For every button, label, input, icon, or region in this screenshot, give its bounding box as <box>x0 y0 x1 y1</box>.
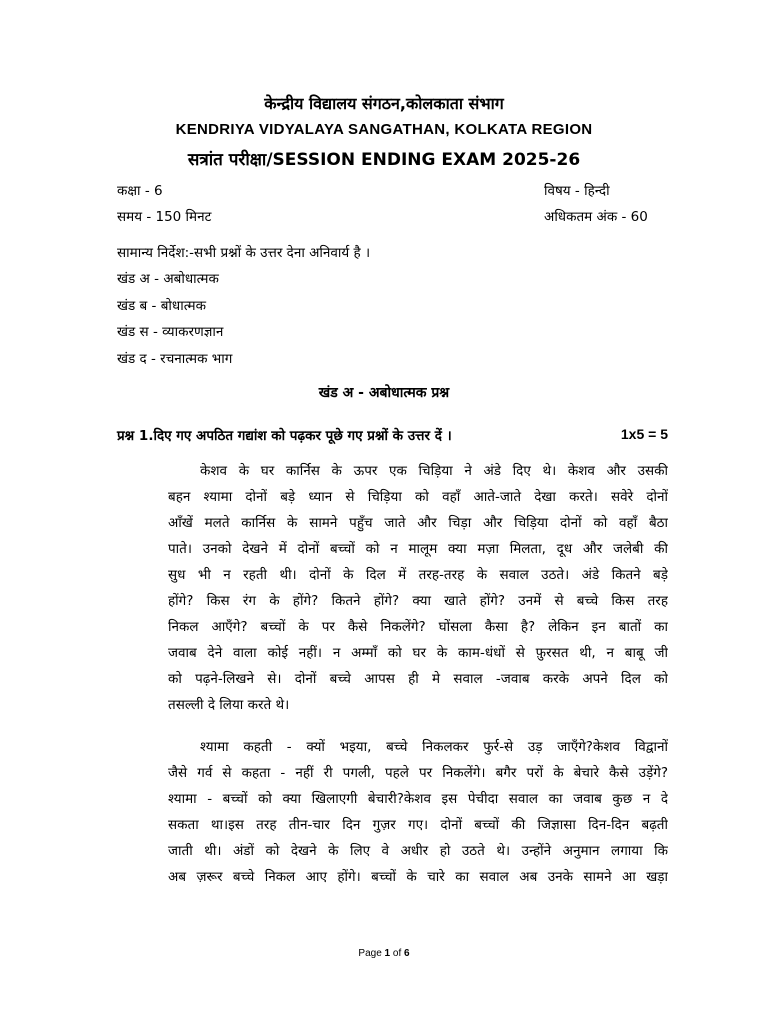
passage-line: सकता था।इस तरह तीन-चार दिन गुज़र गए। दोनों बच्चों की जिज्ञासा दिन-दिन बढ़ती <box>168 817 668 833</box>
meta-row-time-marks <box>117 207 665 229</box>
passage-line: जैसे गर्व से कहता - नहीं री पगली, पहले पर निकलेंगे। बगैर परों के बेचारे कैसे उड़ेंगे? <box>168 765 668 781</box>
section-a-title: खंड अ - अबोधात्मक प्रश्न <box>318 385 450 401</box>
page-footer <box>0 948 768 959</box>
passage-line: श्यामा कहती - क्यों भइया, बच्चे निकलकर फुर्र-से उड़ जाएँगे?केशव विद्वानों <box>200 739 668 755</box>
max-marks-label: अधिकतम अंक - 60 <box>544 209 648 225</box>
passage-line: होंगे? किस रंग के होंगे? कितने होंगे? क्या खाते होंगे? उनमें से बच्चे किस तरह <box>168 593 668 609</box>
page-total: 6 <box>404 948 410 959</box>
exam-title: सत्रांत परीक्षा/SESSION ENDING EXAM 2025-26 <box>187 150 581 170</box>
section-list-item: खंड स - व्याकरणज्ञान <box>117 324 224 340</box>
class-label: कक्षा - 6 <box>117 183 163 199</box>
passage-line: को पढ़ने-लिखने से। दोनों बच्चे आपस ही मे सवाल -जवाब करके अपने दिल को <box>168 671 668 687</box>
question-1-marks: 1x5 = 5 <box>620 426 668 442</box>
passage-line: जाती थी। अंडों को देखने के लिए वे अधीर हो उठते थे। उन्होंने अनुमान लगाया कि <box>168 843 668 859</box>
question-1 <box>117 426 668 444</box>
meta-row-class-subject <box>117 181 665 203</box>
passage-line: निकल आएँगे? बच्चों के पर कैसे निकलेंगे? घोंसला कैसा है? लेकिन इन बातों का <box>168 619 668 635</box>
passage-line: तसल्ली दे लिया करते थे। <box>168 697 290 713</box>
section-list-item: खंड द - रचनात्मक भाग <box>117 351 233 367</box>
passage-line: अब ज़रूर बच्चे निकल आए होंगे। बच्चों के चारे का सवाल अब उनके सामने आ खड़ा <box>168 869 668 885</box>
page-word: Page <box>358 948 382 959</box>
passage-line: बहन श्यामा दोनों बड़े ध्यान से चिड़िया को वहाँ आते-जाते देखा करते। सवेरे दोनों <box>168 489 668 505</box>
section-list-item: खंड अ - अबोधात्मक <box>117 271 219 287</box>
passage-line: जवाब देने वाला कोई नहीं। न अम्माँ को घर के काम-धंधों से फ़ुरसत थी, न बाबू जी <box>168 645 668 661</box>
passage-line: आँखें मलते कार्निस के सामने पहुँच जाते और चिड़ा और चिड़िया दोनों को वहाँ बैठा <box>168 515 668 531</box>
question-1-text: प्रश्न 1.दिए गए अपठित गद्यांश को पढ़कर पूछे गए प्रश्नों के उत्तर दें । <box>117 428 452 444</box>
general-instruction: सामान्य निर्देश:-सभी प्रश्नों के उत्तर देना अनिवार्य है । <box>117 245 371 261</box>
page-number: 1 <box>384 948 391 959</box>
org-title-english: KENDRIYA VIDYALAYA SANGATHAN, KOLKATA REGION <box>175 121 593 138</box>
passage-line: श्यामा - बच्चों को क्या खिलाएगी बेचारी?केशव इस पेचीदा सवाल का जवाब कुछ न दे <box>168 791 668 807</box>
passage-line: सुध भी न रहती थी। दोनों के दिल में तरह-तरह के सवाल उठते। अंडे कितने बड़े <box>168 567 668 583</box>
passage-line: पाते। उनको देखने में दोनों बच्चों को न मालूम क्या मज़ा मिलता, दूध और जलेबी की <box>168 541 668 557</box>
subject-label: विषय - हिन्दी <box>544 183 610 199</box>
time-label: समय - 150 मिनट <box>117 209 212 225</box>
passage-line: केशव के घर कार्निस के ऊपर एक चिड़िया ने अंडे दिए थे। केशव और उसकी <box>200 463 668 479</box>
of-word: of <box>392 948 402 959</box>
org-title-hindi: केन्द्रीय विद्यालय संगठन,कोलकाता संभाग <box>264 94 504 113</box>
section-list-item: खंड ब - बोधात्मक <box>117 298 206 314</box>
